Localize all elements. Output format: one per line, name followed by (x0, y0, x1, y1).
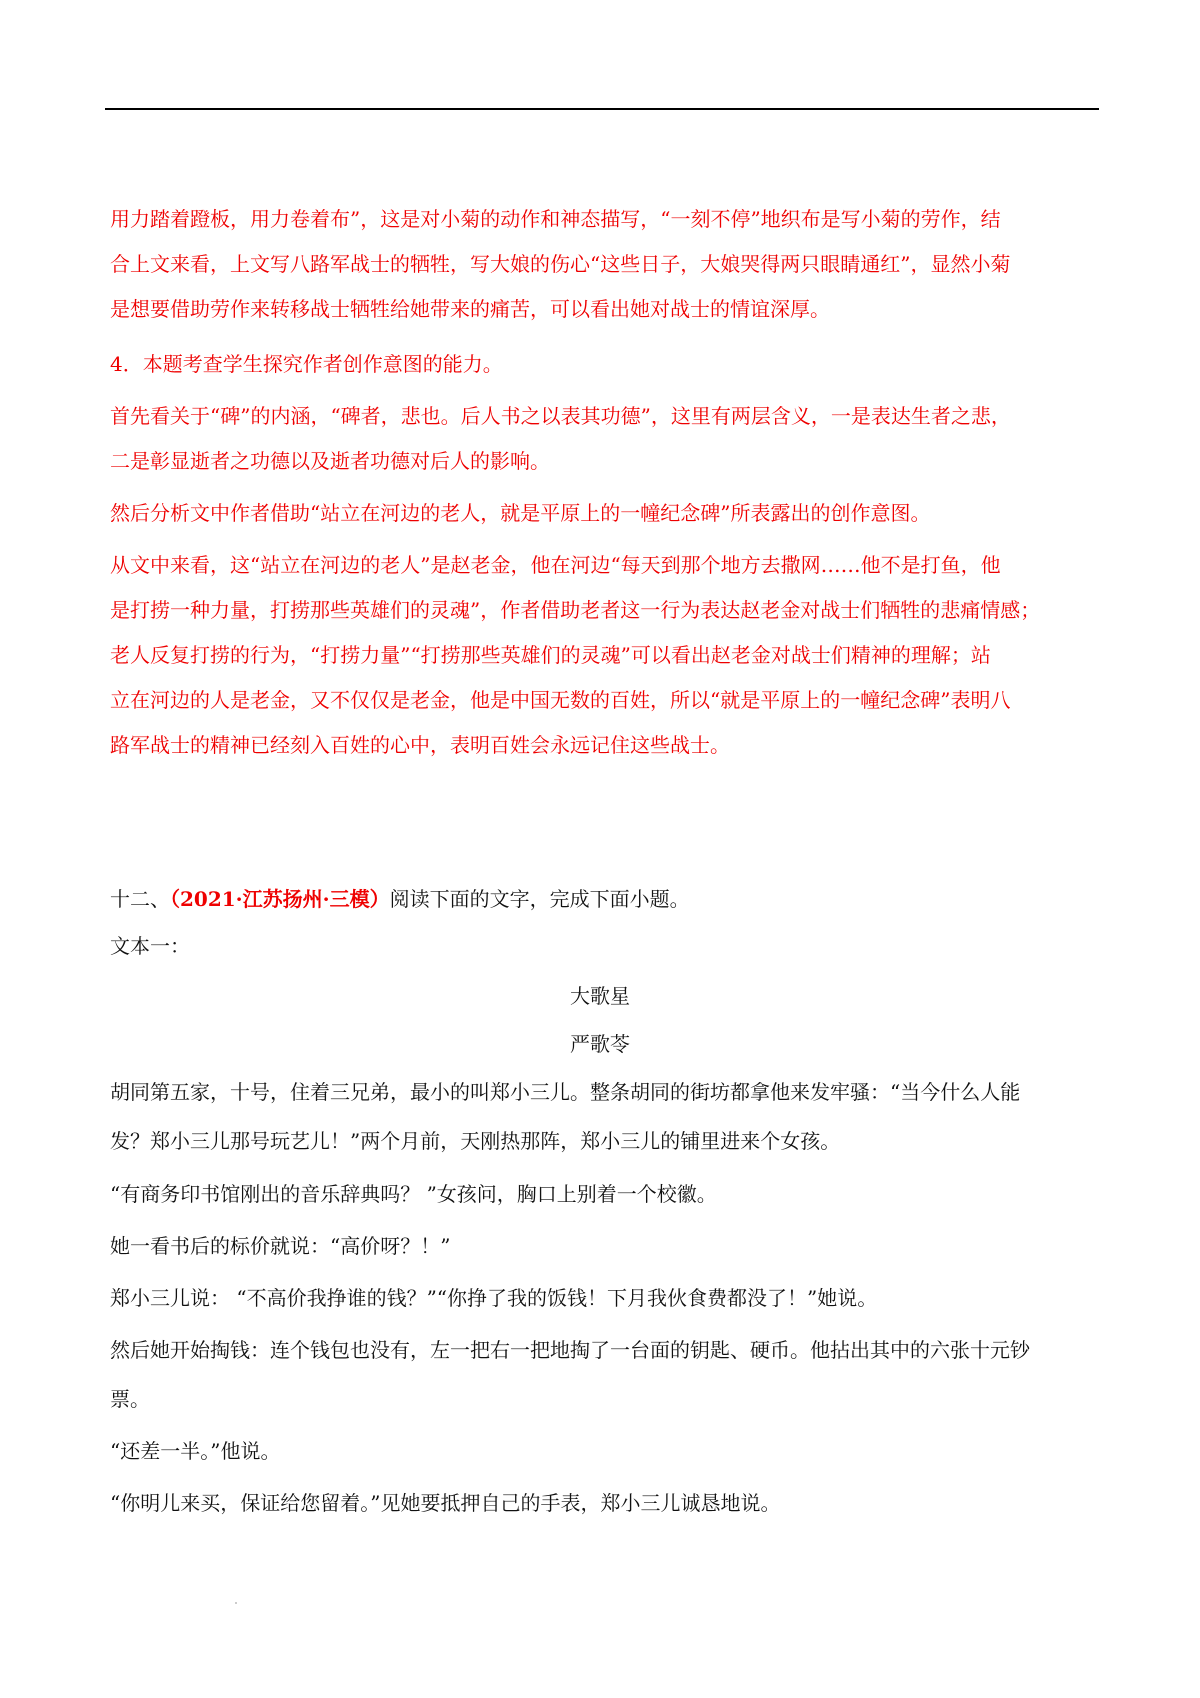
story-line: “有商务印书馆刚出的音乐辞典吗？ ”女孩问，胸口上别着一个校徽。 (110, 1182, 717, 1206)
story-line: “你明儿来买，保证给您留着。”见她要抵押自己的手表，郑小三儿诚恳地说。 (110, 1491, 781, 1515)
speck-mark (235, 1602, 237, 1604)
answer-para4-line2: 是打捞一种力量，打捞那些英雄们的灵魂”，作者借助老者这一行为表达赵老金对战士们牺牲的悲痛情感； (110, 598, 1041, 622)
answer-para3: 然后分析文中作者借助“站立在河边的老人，就是平原上的一幢纪念碑”所表露出的创作意图。 (110, 501, 931, 525)
story-line: “还差一半。”他说。 (110, 1439, 281, 1463)
question-source: （2021·江苏扬州·三模） (170, 887, 390, 911)
answer-para4-line1: 从文中来看，这“站立在河边的老人”是赵老金，他在河边“每天到那个地方去撒网……他不是打鱼，他 (110, 553, 1001, 577)
text-label: 文本一： (110, 934, 190, 958)
story-line: 她一看书后的标价就说：“高价呀？！” (110, 1234, 451, 1258)
story-line: 郑小三儿说： “不高价我挣谁的钱？”“你挣了我的饭钱！下月我伙食费都没了！”她说。 (110, 1286, 878, 1310)
story-line: 票。 (110, 1387, 150, 1411)
header-rule (105, 108, 1099, 110)
question-instruction: 阅读下面的文字，完成下面小题。 (389, 887, 690, 911)
story-author: 严歌苓 (570, 1032, 630, 1056)
story-line: 然后她开始掏钱：连个钱包也没有，左一把右一把地掏了一台面的钥匙、硬币。他拈出其中的六张十元钞 (110, 1338, 1030, 1362)
answer-para1-line2: 合上文来看，上文写八路军战士的牺牲，写大娘的伤心“这些日子，大娘哭得两只眼睛通红”，显然小菊 (110, 252, 1011, 276)
question-heading (110, 885, 1100, 913)
story-line: 发？郑小三儿那号玩艺儿！”两个月前，天刚热那阵，郑小三儿的铺里进来个女孩。 (110, 1129, 841, 1153)
answer-para4-line5: 路军战士的精神已经刻入百姓的心中，表明百姓会永远记住这些战士。 (110, 733, 730, 757)
answer-para1-line3: 是想要借助劳作来转移战士牺牲给她带来的痛苦，可以看出她对战士的情谊深厚。 (110, 297, 830, 321)
answer-para4-line3: 老人反复打捞的行为，“打捞力量”“打捞那些英雄们的灵魂”可以看出赵老金对战士们精神的理解；站 (110, 643, 991, 667)
answer-q4-title: 4．本题考查学生探究作者创作意图的能力。 (110, 352, 503, 376)
answer-para2-line1: 首先看关于“碑”的内涵，“碑者，悲也。后人书之以表其功德”，这里有两层含义，一是表达生者之悲， (110, 404, 1011, 428)
story-title: 大歌星 (570, 984, 630, 1008)
story-line: 胡同第五家，十号，住着三兄弟，最小的叫郑小三儿。整条胡同的街坊都拿他来发牢骚：“当今什么人能 (110, 1080, 1021, 1104)
question-prefix: 十二、 (110, 887, 170, 911)
answer-para2-line2: 二是彰显逝者之功德以及逝者功德对后人的影响。 (110, 449, 550, 473)
answer-para1-line1: 用力踏着蹬板，用力卷着布”，这是对小菊的动作和神态描写，“一刻不停”地织布是写小菊的劳作，结 (110, 207, 1001, 231)
answer-para4-line4: 立在河边的人是老金，又不仅仅是老金，他是中国无数的百姓，所以“就是平原上的一幢纪念碑”表明八 (110, 688, 1011, 712)
